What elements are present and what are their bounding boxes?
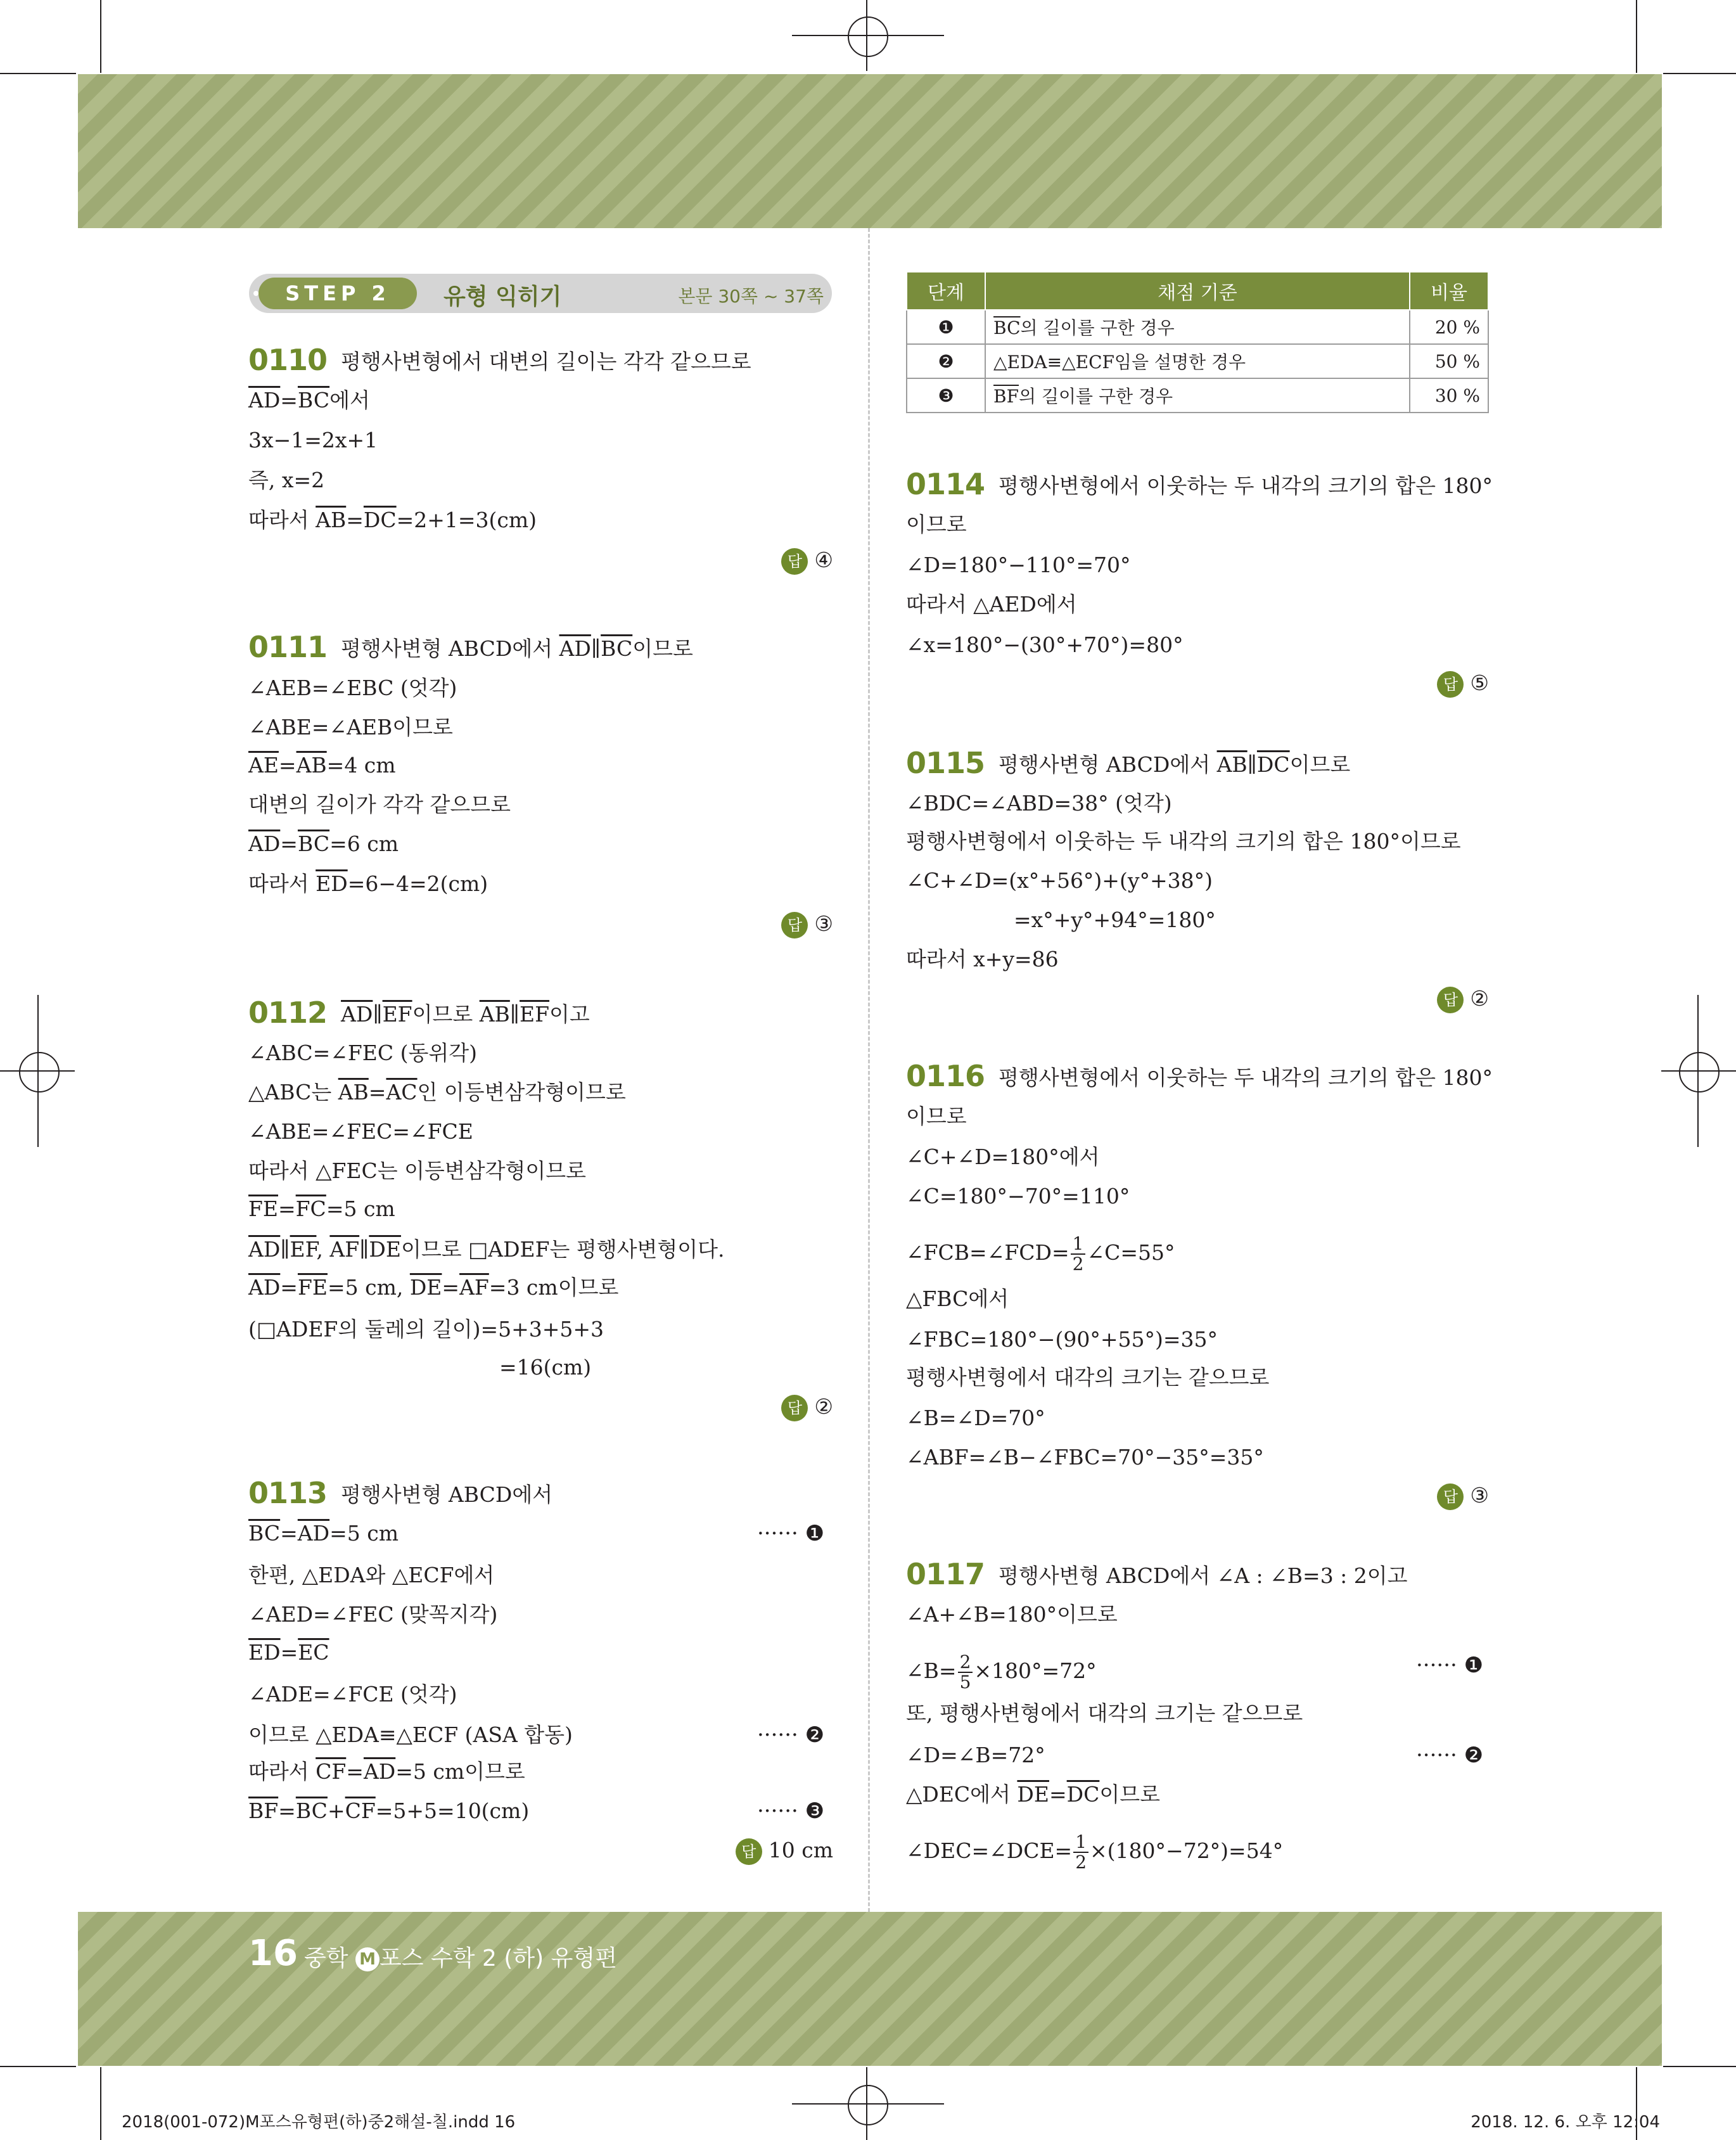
book-title: 중학 M 포스 수학 2 (하) 유형편 [304, 1945, 617, 1971]
step-marker-1: ······ ❶ [757, 1521, 825, 1546]
problem-0113-line-1: 0113 평행사변형 ABCD에서 [248, 1476, 553, 1510]
problem-0113-line-6: ∠ADE=∠FCE (엇각) [248, 1682, 457, 1707]
problem-number: 0111 [248, 630, 328, 664]
table-header-criteria: 채점 기준 [985, 272, 1410, 310]
answer-badge: 답 [736, 1838, 762, 1865]
problem-number: 0114 [906, 467, 985, 501]
crop-mark [0, 2066, 76, 2067]
answer-0112: 답 ② [781, 1394, 833, 1421]
table-row: ❷ △EDA≡△ECF임을 설명한 경우 50 % [907, 344, 1488, 378]
problem-0114-line-2: 이므로 [906, 512, 967, 537]
problem-0116-line-2: 이므로 [906, 1104, 967, 1129]
problem-0117-line-7: ∠DEC=∠DCE= $\frac{1}{2}$ ×(180°−72°)=54° [906, 1831, 1284, 1873]
problem-number: 0117 [906, 1557, 985, 1591]
table-row: ❸ $\overline{BF}$의 길이를 구한 경우 30 % [907, 378, 1488, 413]
problem-0116-line-9: ∠B=∠D=70° [906, 1406, 1045, 1430]
problem-0110-line-1: 0110 평행사변형에서 대변의 길이는 각각 같으므로 [248, 343, 751, 377]
problem-0112-line-9: (□ADEF의 둘레의 길이)=5+3+5+3 [248, 1317, 604, 1342]
answer-badge: 답 [781, 912, 808, 939]
problem-0114-line-4: 따라서 △AED에서 [906, 592, 1077, 617]
problem-0111-line-2: ∠AEB=∠EBC (엇각) [248, 676, 457, 700]
problem-0115-line-1: 0115 평행사변형 ABCD에서 $\overline{AB}\parallel\overline{DC}$이므로 [906, 746, 1351, 780]
problem-0117-line-3: ∠B= $\frac{2}{5}$ ×180°=72° [906, 1651, 1097, 1693]
problem-0111-line-5: 대변의 길이가 각각 같으므로 [248, 792, 511, 817]
problem-0111-line-7: 따라서 $\overline{ED}=6-4=2(cm)$ [248, 871, 488, 896]
step-badge: STEP 2 [258, 278, 417, 309]
problem-0113-line-7: 이므로 △EDA≡△ECF (ASA 합동) [248, 1722, 573, 1747]
problem-0113-line-2: $\overline{BC}=\overline{AD}=5$ cm [248, 1521, 399, 1546]
answer-badge: 답 [781, 548, 808, 575]
problem-0117-line-6: △DEC에서 $\overline{DE}=\overline{DC}$이므로 [906, 1782, 1160, 1807]
problem-0112-line-4: ∠ABE=∠FEC=∠FCE [248, 1119, 473, 1144]
problem-0113-line-9: $\overline{BF}=\overline{BC}+\overline{CF}=5+5=10(cm)$ [248, 1798, 530, 1823]
crop-mark [1636, 0, 1637, 73]
problem-0117-line-4: 또, 평행사변형에서 대각의 크기는 같으므로 [906, 1701, 1303, 1726]
problem-0117-line-2: ∠A+∠B=180°이므로 [906, 1602, 1118, 1627]
registration-mark [1679, 1052, 1720, 1092]
problem-0116-line-3: ∠C+∠D=180°에서 [906, 1144, 1100, 1169]
problem-0111-line-4: $\overline{AE}=\overline{AB}=4$ cm [248, 753, 396, 778]
answer-badge: 답 [1437, 1483, 1464, 1510]
problem-number: 0110 [248, 343, 328, 377]
problem-number: 0113 [248, 1476, 328, 1510]
table-header-step: 단계 [907, 272, 985, 310]
footer-band [78, 1912, 1662, 2066]
problem-0117-line-1: 0117 평행사변형 ABCD에서 ∠A : ∠B=3 : 2이고 [906, 1557, 1408, 1591]
fraction: $\frac{2}{5}$ [958, 1653, 973, 1692]
problem-0117-line-5: ∠D=∠B=72° [906, 1743, 1045, 1767]
problem-0115-line-6: 따라서 x+y=86 [906, 947, 1059, 971]
problem-0112-line-5: 따라서 △FEC는 이등변삼각형이므로 [248, 1158, 587, 1183]
answer-0113: 답 10 cm [736, 1838, 833, 1865]
crop-mark [100, 0, 101, 73]
problem-0115-line-2: ∠BDC=∠ABD=38° (엇각) [906, 791, 1172, 816]
problem-0113-line-3: 한편, △EDA와 △ECF에서 [248, 1563, 495, 1587]
problem-number: 0115 [906, 746, 985, 780]
step-marker-2: ······ ❷ [757, 1722, 825, 1748]
problem-0111-line-1: 0111 평행사변형 ABCD에서 $\overline{AD}\parallel\overline{BC}$이므로 [248, 630, 693, 664]
registration-mark [0, 1070, 75, 1072]
step-marker-2: ······ ❷ [1416, 1743, 1484, 1768]
problem-0116-line-4: ∠C=180°−70°=110° [906, 1184, 1130, 1208]
section-title: 유형 익히기 [444, 284, 562, 310]
answer-0116: 답 ③ [1437, 1483, 1489, 1510]
problem-0112-line-8: $\overline{AD}=\overline{FE}=5$ cm, $\overline{DE}=\overline{AF}=3$ cm이므로 [248, 1275, 619, 1300]
problem-0112-line-1: 0112 $\overline{AD}\parallel\overline{EF}$이므로 $\overline{AB}\parallel\overline{EF}$이고 [248, 996, 590, 1030]
problem-0112-line-2: ∠ABC=∠FEC (동위각) [248, 1041, 478, 1065]
answer-0111: 답 ③ [781, 911, 833, 939]
problem-0110-line-5: 따라서 $\overline{AB}=\overline{DC}=2+1=3(cm)$ [248, 508, 537, 532]
problem-0112-line-6: $\overline{FE}=\overline{FC}=5$ cm [248, 1196, 395, 1221]
crop-mark [1663, 2066, 1736, 2067]
step-dot [253, 291, 258, 296]
registration-mark [792, 35, 944, 36]
page-number: 16 [248, 1933, 298, 1974]
problem-0111-line-6: $\overline{AD}=\overline{BC}=6$ cm [248, 831, 399, 856]
problem-0116-line-1: 0116 평행사변형에서 이웃하는 두 내각의 크기의 합은 180° [906, 1059, 1493, 1093]
problem-0112-line-3: △ABC는 $\overline{AB}=\overline{AC}$인 이등변삼각형이므로 [248, 1080, 626, 1105]
problem-0113-line-4: ∠AED=∠FEC (맞꼭지각) [248, 1602, 498, 1627]
problem-number: 0112 [248, 996, 328, 1030]
step-marker-1: ······ ❶ [1416, 1653, 1484, 1678]
print-slug-file: 2018(001-072)M포스유형편(하)중2해설-칠.indd 16 [122, 2113, 516, 2132]
page-reference: 본문 30쪽 ~ 37쪽 [678, 286, 824, 307]
answer-badge: 답 [1437, 987, 1464, 1013]
problem-0113-line-5: $\overline{ED}=\overline{EC}$ [248, 1640, 329, 1665]
fraction: $\frac{1}{2}$ [1073, 1833, 1088, 1872]
problem-0114-line-5: ∠x=180°−(30°+70°)=80° [906, 632, 1184, 657]
registration-mark [848, 16, 888, 57]
problem-0113-line-8: 따라서 $\overline{CF}=\overline{AD}=5$ cm이므로 [248, 1759, 525, 1784]
answer-0115: 답 ② [1437, 986, 1489, 1013]
m-logo-icon: M [355, 1947, 380, 1971]
crop-mark [1663, 73, 1736, 74]
problem-0114-line-3: ∠D=180°−110°=70° [906, 553, 1131, 577]
step-marker-3: ······ ❸ [757, 1798, 825, 1824]
problem-0116-line-8: 평행사변형에서 대각의 크기는 같으므로 [906, 1365, 1270, 1390]
problem-0110-line-2: $\overline{AD}=\overline{BC}$에서 [248, 388, 370, 413]
problem-0115-line-5: =x°+y°+94°=180° [1014, 907, 1216, 932]
problem-0116-line-6: △FBC에서 [906, 1286, 1009, 1311]
registration-mark [1661, 1070, 1736, 1072]
problem-0116-line-5: ∠FCB=∠FCD= $\frac{1}{2}$ ∠C=55° [906, 1233, 1175, 1274]
table-row: ❶ $\overline{BC}$의 길이를 구한 경우 20 % [907, 310, 1488, 344]
crop-mark [100, 2067, 101, 2140]
scoring-table [906, 271, 1489, 413]
problem-number: 0116 [906, 1059, 985, 1093]
problem-0115-line-4: ∠C+∠D=(x°+56°)+(y°+38°) [906, 868, 1213, 893]
table-header-ratio: 비율 [1410, 272, 1488, 310]
registration-mark [792, 2103, 944, 2105]
answer-badge: 답 [781, 1395, 808, 1421]
problem-0110-line-3: 3x−1=2x+1 [248, 428, 378, 452]
fraction: $\frac{1}{2}$ [1071, 1234, 1086, 1274]
problem-0116-line-10: ∠ABF=∠B−∠FBC=70°−35°=35° [906, 1445, 1264, 1470]
answer-0114: 답 ⑤ [1437, 670, 1489, 698]
registration-mark [848, 2085, 888, 2125]
problem-0112-line-7: $\overline{AD}\parallel\overline{EF}$, $\overline{AF}\parallel\overline{DE}$이므로 □ADEF는 평행사변형이다. [248, 1237, 725, 1262]
problem-0112-line-10: =16(cm) [499, 1355, 592, 1380]
problem-0111-line-3: ∠ABE=∠AEB이므로 [248, 715, 453, 740]
print-slug-date: 2018. 12. 6. 오후 12:04 [1471, 2113, 1660, 2132]
problem-0116-line-7: ∠FBC=180°−(90°+55°)=35° [906, 1327, 1218, 1352]
problem-0114-line-1: 0114 평행사변형에서 이웃하는 두 내각의 크기의 합은 180° [906, 467, 1493, 501]
center-gutter [868, 228, 870, 1912]
answer-badge: 답 [1437, 671, 1464, 698]
problem-0115-line-3: 평행사변형에서 이웃하는 두 내각의 크기의 합은 180°이므로 [906, 829, 1461, 854]
registration-mark [19, 1052, 60, 1092]
crop-mark [0, 73, 76, 74]
answer-0110: 답 ④ [781, 548, 833, 575]
problem-0110-line-4: 즉, x=2 [248, 468, 325, 492]
header-band [78, 74, 1662, 228]
